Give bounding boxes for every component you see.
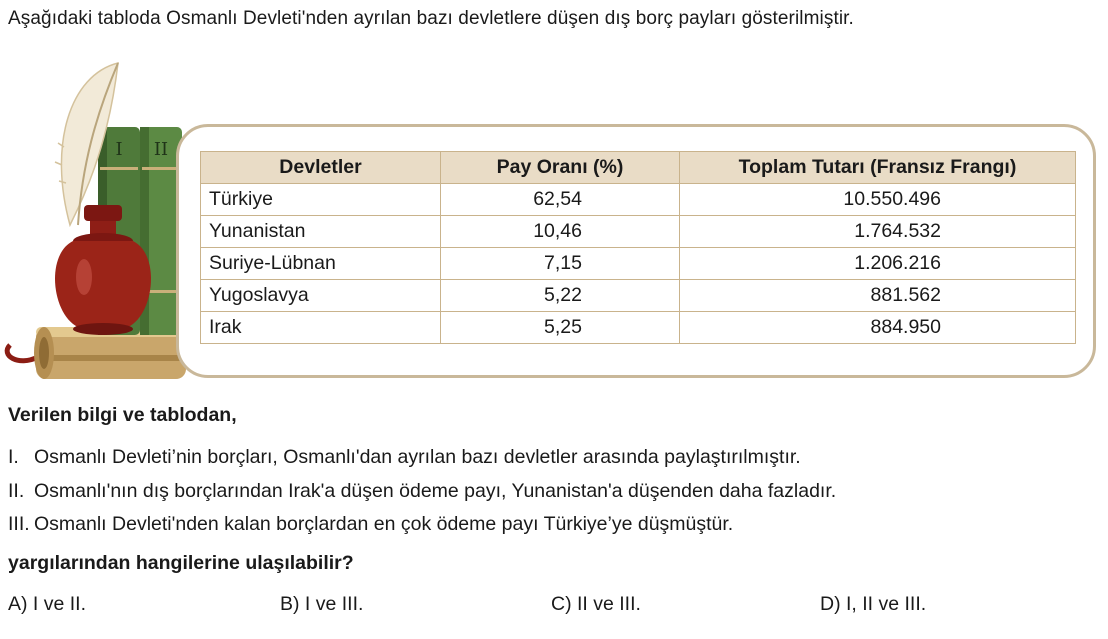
option-c[interactable]: C) II ve III. bbox=[551, 593, 641, 615]
statement-text: Osmanlı Devleti’nin borçları, Osmanlı'dan ayrılan bazı devletler arasında paylaştırılmıştır. bbox=[34, 446, 801, 468]
statement-text: Osmanlı'nın dış borçlarından Irak'a düşen ödeme payı, Yunanistan'a düşenden daha fazladır. bbox=[34, 480, 837, 502]
cell-share: 5,22 bbox=[441, 280, 680, 312]
cell-amount: 884.950 bbox=[680, 312, 1076, 344]
statement-number: III. bbox=[8, 513, 30, 535]
statement-one bbox=[8, 446, 801, 469]
cell-country: Yunanistan bbox=[201, 216, 441, 248]
header-toplam-tutari: Toplam Tutarı (Fransız Frangı) bbox=[680, 152, 1076, 184]
cell-amount: 10.550.496 bbox=[680, 184, 1076, 216]
cell-share: 5,25 bbox=[441, 312, 680, 344]
cell-amount: 1.764.532 bbox=[680, 216, 1076, 248]
debt-share-table bbox=[200, 151, 1076, 344]
question-lead: Verilen bilgi ve tablodan, bbox=[8, 404, 237, 426]
header-devletler: Devletler bbox=[201, 152, 441, 184]
cell-amount: 881.562 bbox=[680, 280, 1076, 312]
option-a[interactable]: A) I ve II. bbox=[8, 593, 87, 615]
question-ask: yargılarından hangilerine ulaşılabilir? bbox=[8, 552, 354, 574]
statement-two bbox=[8, 480, 836, 503]
statement-three bbox=[8, 513, 733, 536]
cell-country: Yugoslavya bbox=[201, 280, 441, 312]
statement-text: Osmanlı Devleti'nden kalan borçlardan en çok ödeme payı Türkiye’ye düşmüştür. bbox=[34, 513, 734, 535]
header-pay-orani: Pay Oranı (%) bbox=[441, 152, 680, 184]
statement-number: I. bbox=[8, 446, 19, 468]
cell-share: 10,46 bbox=[441, 216, 680, 248]
book-spine-two: II bbox=[153, 139, 169, 160]
table-row bbox=[201, 216, 1076, 248]
table-row bbox=[201, 280, 1076, 312]
cell-amount: 1.206.216 bbox=[680, 248, 1076, 280]
cell-country: Irak bbox=[201, 312, 441, 344]
cell-country: Suriye-Lübnan bbox=[201, 248, 441, 280]
book-spine-one: I bbox=[115, 139, 123, 160]
table-row bbox=[201, 248, 1076, 280]
cell-share: 62,54 bbox=[441, 184, 680, 216]
option-d[interactable]: D) I, II ve III. bbox=[820, 593, 927, 615]
table-header-row bbox=[201, 152, 1076, 184]
cell-share: 7,15 bbox=[441, 248, 680, 280]
question-intro: Aşağıdaki tabloda Osmanlı Devleti'nden ayrılan bazı devletlere düşen dış borç payları gösterilmiştir. bbox=[8, 8, 854, 29]
statement-number: II. bbox=[8, 480, 25, 502]
cell-country: Türkiye bbox=[201, 184, 441, 216]
ink-quill-books-illustration bbox=[0, 55, 200, 385]
table-row bbox=[201, 184, 1076, 216]
option-b[interactable]: B) I ve III. bbox=[280, 593, 364, 615]
table-row bbox=[201, 312, 1076, 344]
